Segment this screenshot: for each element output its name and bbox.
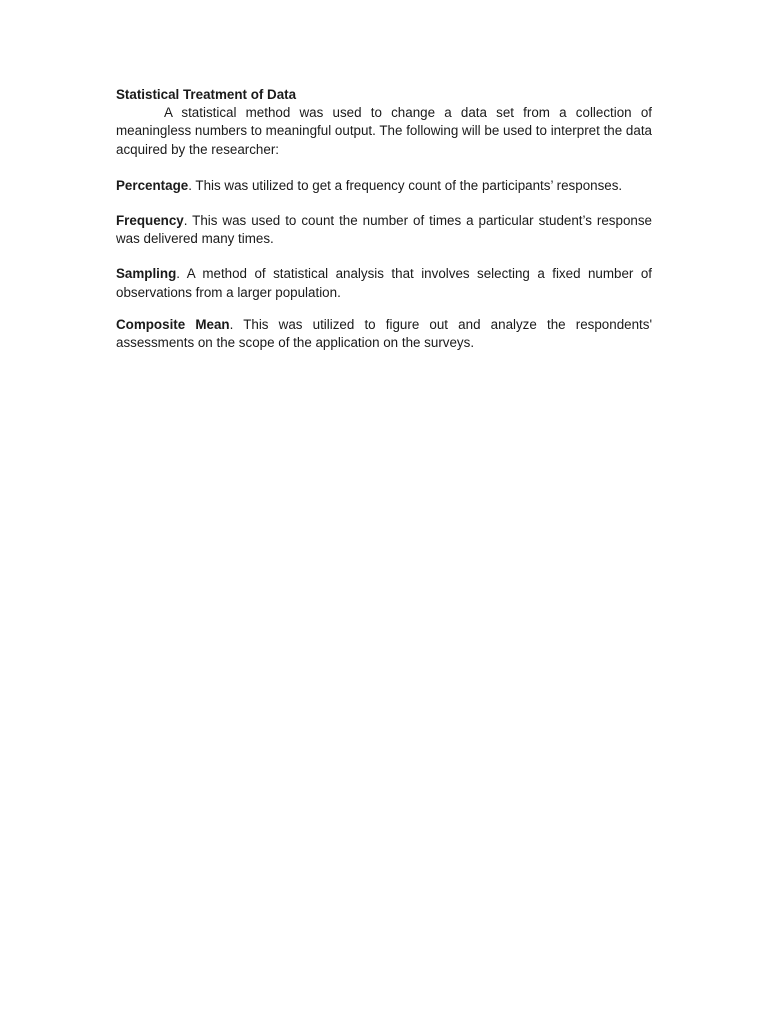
definition-percentage: [116, 177, 652, 195]
term-definition: . This was used to count the number of times a particular student’s response was delivered many times.: [116, 213, 652, 247]
spacer: [116, 248, 652, 265]
definition-composite-mean: [116, 316, 652, 352]
spacer: [116, 159, 652, 177]
intro-paragraph: A statistical method was used to change a data set from a collection of meaningless numbers to meaningful output. The following will be used to interpret the data acquired by the researcher:: [116, 105, 652, 157]
definition-sampling: [116, 265, 652, 301]
document-page: [116, 86, 652, 352]
term-definition: . This was utilized to figure out and analyze the respondents' assessments on the scope of the application on the surveys.: [116, 316, 653, 351]
term-definition: . A method of statistical analysis that involves selecting a fixed number of observations from a larger population.: [116, 266, 652, 300]
spacer: [116, 195, 652, 212]
spacer: [116, 302, 652, 316]
term-label: Sampling: [116, 266, 177, 282]
term-label: Frequency: [116, 213, 184, 229]
section-title: Statistical Treatment of Data: [116, 87, 297, 102]
term-label: Composite Mean: [116, 316, 230, 332]
definition-frequency: [116, 212, 652, 248]
term-definition: . This was utilized to get a frequency count of the participants’ responses.: [188, 177, 623, 193]
term-label: Percentage: [116, 177, 189, 193]
